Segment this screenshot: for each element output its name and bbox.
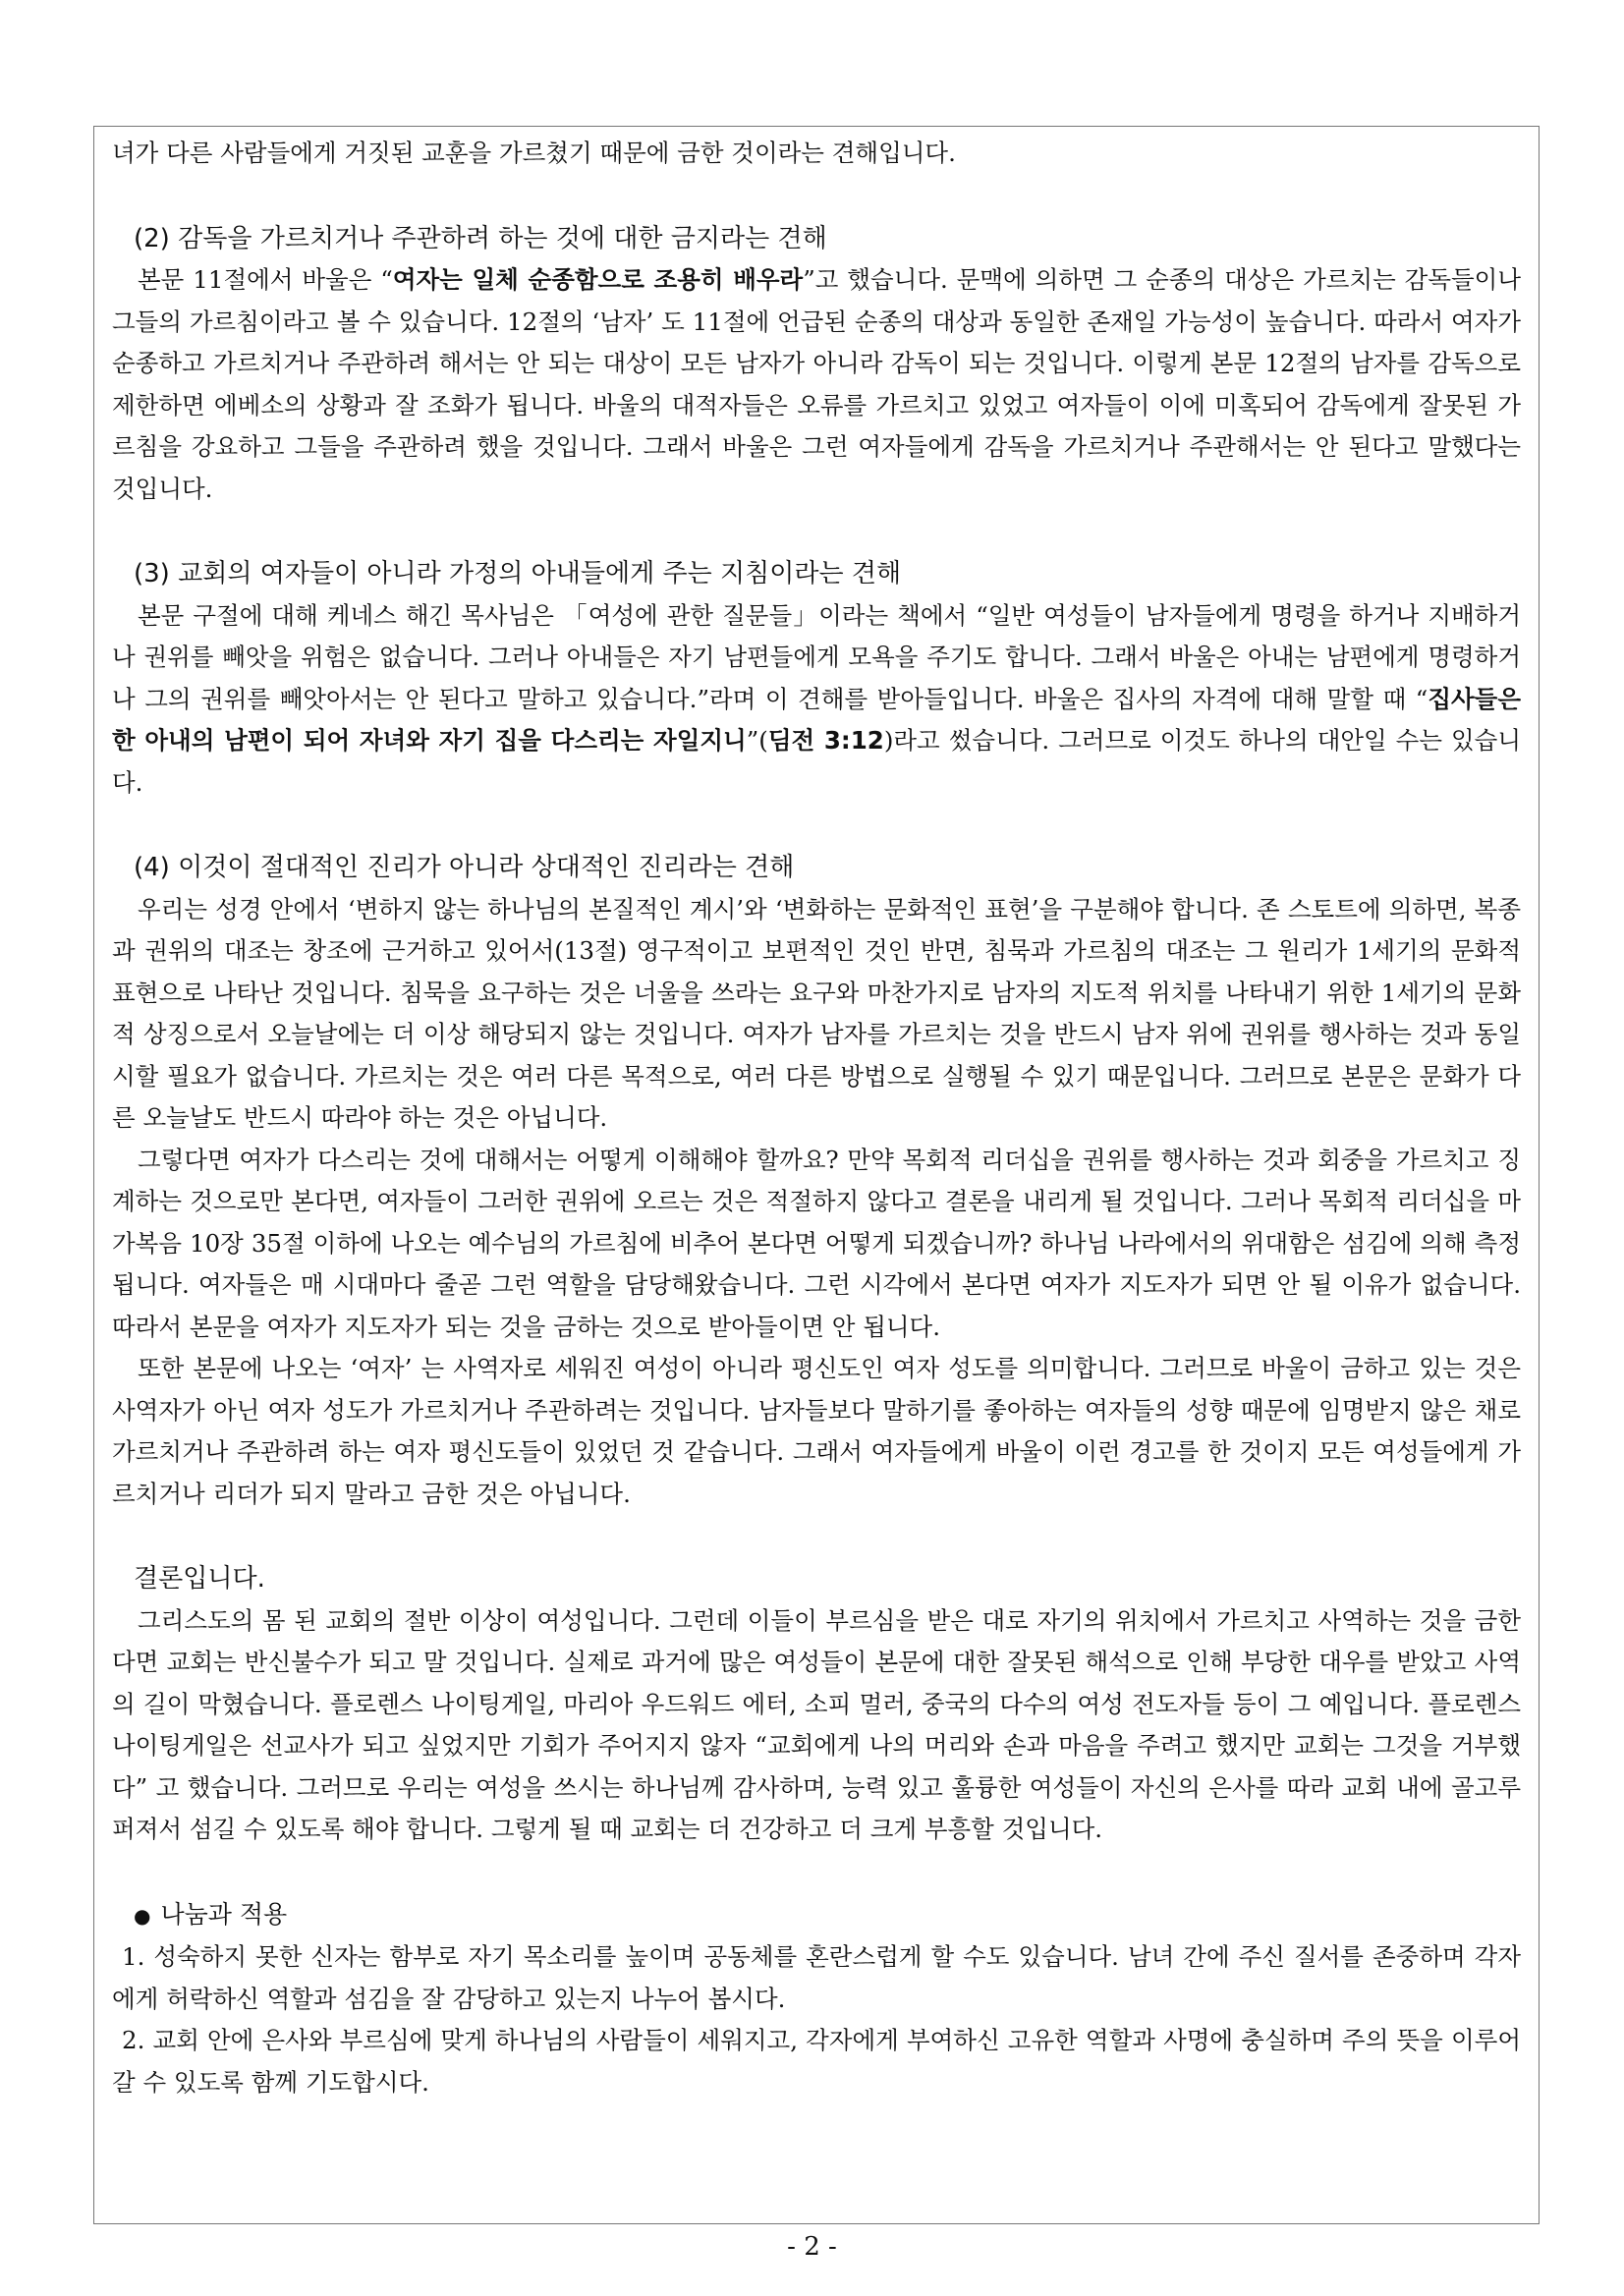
- intro-paragraph: 녀가 다른 사람들에게 거짓된 교훈을 가르쳤기 때문에 금한 것이라는 견해입니다.: [112, 139, 956, 167]
- section-4-paragraph-2: 그렇다면 여자가 다스리는 것에 대해서는 어떻게 이해해야 할까요? 만약 목회적 리더십을 권위를 행사하는 것과 회중을 가르치고 징계하는 것으로만 본다면, 여자들이 그러한 권위에 오르는 것은 적절하지 않다고 결론을 내리게 될 것입니다. 그러나 목회적 리더십을 마가복음 10장 35절 이하에 나오는 예수님의 가르침에 비추어 본다면 어떻게 되겠습니까? 하나님 나라에서의 위대함은 섬김에 의해 측정됩니다. 여자들은 매 시대마다 줄곧 그런 역할을 담당해왔습니다. 그런 시각에서 본다면 여자가 지도자가 되면 안 될 이유가 없습니다. 따라서 본문을 여자가 지도자가 되는 것을 금하는 것으로 받아들이면 안 됩니다.: [112, 1145, 1521, 1341]
- reference-bold: 딤전 3:12: [767, 726, 884, 755]
- page-content: [112, 133, 1521, 2103]
- section-2-heading: (2) 감독을 가르치거나 주관하려 하는 것에 대한 금지라는 견해: [134, 223, 827, 253]
- quote-bold: 집사들은 한 아내의 남편이 되어 자녀와 자기 집을 다스리는 자일지니: [112, 684, 1521, 755]
- section-3-heading: (3) 교회의 여자들이 아니라 가정의 아내들에게 주는 지침이라는 견해: [134, 559, 902, 588]
- bullet-icon: ●: [134, 1903, 151, 1928]
- page-frame: [93, 126, 1540, 2224]
- page-number: - 2 -: [787, 2232, 837, 2262]
- section-3-paragraph: 본문 구절에 대해 케네스 해긴 목사님은 「여성에 관한 질문들」이라는 책에서 “일반 여성들이 남자들에게 명령을 하거나 지배하거나 권위를 빼앗을 위험은 없습니다. 그러나 아내들은 자기 남편들에게 모욕을 주기도 합니다. 그래서 바울은 아내는 남편에게 명령하거나 그의 권위를 빼앗아서는 안 된다고 말하고 있습니다.”라며 이 견해를 받아들입니다. 바울은 집사의 자격에 대해 말할 때 “집사들은 한 아내의 남편이 되어 자녀와 자기 집을 다스리는 자일지니”(딤전 3:12)라고 썼습니다. 그러므로 이것도 하나의 대안일 수는 있습니다.: [112, 600, 1521, 797]
- sharing-item-2: 2. 교회 안에 은사와 부르심에 맞게 하나님의 사람들이 세워지고, 각자에게 부여하신 고유한 역할과 사명에 충실하며 주의 뜻을 이루어갈 수 있도록 함께 기도합시다.: [112, 2026, 1521, 2097]
- sharing-heading: ● 나눔과 적용: [134, 1899, 288, 1929]
- conclusion-paragraph: 그리스도의 몸 된 교회의 절반 이상이 여성입니다. 그런데 이들이 부르심을 받은 대로 자기의 위치에서 가르치고 사역하는 것을 금한다면 교회는 반신불수가 되고 말 것입니다. 실제로 과거에 많은 여성들이 본문에 대한 잘못된 해석으로 인해 부당한 대우를 받았고 사역의 길이 막혔습니다. 플로렌스 나이팅게일, 마리아 우드워드 에터, 소피 멀러, 중국의 다수의 여성 전도자들 등이 그 예입니다. 플로렌스 나이팅게일은 선교사가 되고 싶었지만 기회가 주어지지 않자 “교회에게 나의 머리와 손과 마음을 주려고 했지만 교회는 그것을 거부했다” 고 했습니다. 그러므로 우리는 여성을 쓰시는 하나님께 감사하며, 능력 있고 훌륭한 여성들이 자신의 은사를 따라 교회 내에 골고루 퍼져서 섬길 수 있도록 해야 합니다. 그렇게 될 때 교회는 더 건강하고 더 크게 부흥할 것입니다.: [112, 1605, 1521, 1843]
- conclusion-heading: 결론입니다.: [134, 1564, 265, 1594]
- quote-bold: 여자는 일체 순종함으로 조용히 배우라: [392, 265, 804, 294]
- sharing-item-1: 1. 성숙하지 못한 신자는 함부로 자기 목소리를 높이며 공동체를 혼란스럽게 할 수도 있습니다. 남녀 간에 주신 질서를 존중하며 각자에게 허락하신 역할과 섬김을 잘 감당하고 있는지 나누어 봅시다.: [112, 1942, 1521, 2013]
- section-4-paragraph-1: 우리는 성경 안에서 ‘변하지 않는 하나님의 본질적인 계시’와 ‘변화하는 문화적인 표현’을 구분해야 합니다. 존 스토트에 의하면, 복종과 권위의 대조는 창조에 근거하고 있어서(13절) 영구적이고 보편적인 것인 반면, 침묵과 가르침의 대조는 그 원리가 1세기의 문화적 표현으로 나타난 것입니다. 침묵을 요구하는 것은 너울을 쓰라는 요구와 마찬가지로 남자의 지도적 위치를 나타내기 위한 1세기의 문화적 상징으로서 오늘날에는 더 이상 해당되지 않는 것입니다. 여자가 남자를 가르치는 것을 반드시 남자 위에 권위를 행사하는 것과 동일시할 필요가 없습니다. 가르치는 것은 여러 다른 목적으로, 여러 다른 방법으로 실행될 수 있기 때문입니다. 그러므로 본문은 문화가 다른 오늘날도 반드시 따라야 하는 것은 아닙니다.: [112, 894, 1521, 1132]
- section-4-paragraph-3: 또한 본문에 나오는 ‘여자’ 는 사역자로 세워진 여성이 아니라 평신도인 여자 성도를 의미합니다. 그러므로 바울이 금하고 있는 것은 사역자가 아닌 여자 성도가 가르치거나 주관하려는 것입니다. 남자들보다 말하기를 좋아하는 여자들의 성향 때문에 임명받지 않은 채로 가르치거나 주관하려 하는 여자 평신도들이 있었던 것 같습니다. 그래서 여자들에게 바울이 이런 경고를 한 것이지 모든 여성들에게 가르치거나 리더가 되지 말라고 금한 것은 아닙니다.: [112, 1354, 1521, 1508]
- section-4-heading: (4) 이것이 절대적인 진리가 아니라 상대적인 진리라는 견해: [134, 853, 795, 882]
- section-2-paragraph: 본문 11절에서 바울은 “여자는 일체 순종함으로 조용히 배우라”고 했습니다. 문맥에 의하면 그 순종의 대상은 가르치는 감독들이나 그들의 가르침이라고 볼 수 있습니다. 12절의 ‘남자’ 도 11절에 언급된 순종의 대상과 동일한 존재일 가능성이 높습니다. 따라서 여자가 순종하고 가르치거나 주관하려 해서는 안 되는 대상이 모든 남자가 아니라 감독이 되는 것입니다. 이렇게 본문 12절의 남자를 감독으로 제한하면 에베소의 상황과 잘 조화가 됩니다. 바울의 대적자들은 오류를 가르치고 있었고 여자들이 이에 미혹되어 감독에게 잘못된 가르침을 강요하고 그들을 주관하려 했을 것입니다. 그래서 바울은 그런 여자들에게 감독을 가르치거나 주관해서는 안 된다고 말했다는 것입니다.: [112, 265, 1521, 503]
